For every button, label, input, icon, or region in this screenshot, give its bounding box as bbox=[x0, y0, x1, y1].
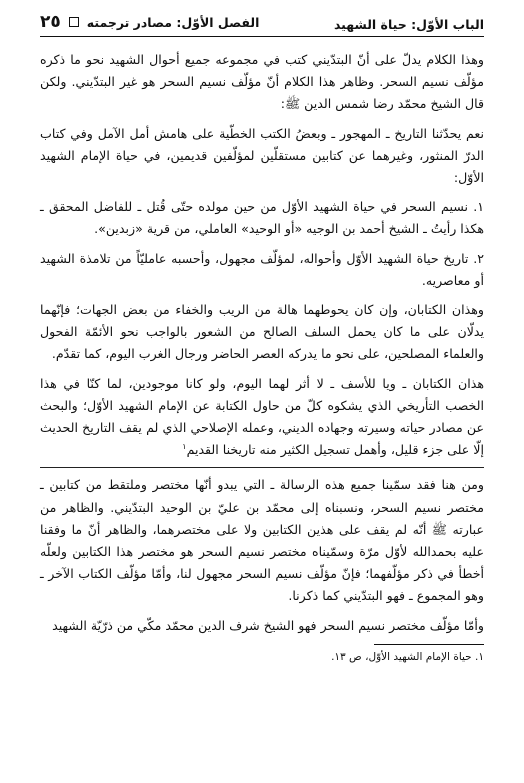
quotation-paragraph-footnoted bbox=[40, 373, 484, 462]
header-chapter-title: الباب الأوّل: حياة الشهيد bbox=[333, 17, 484, 32]
page-number: ٢٥ bbox=[40, 12, 61, 32]
quotation-paragraph: نعم يحدّثنا التاريخ ـ المهجور ـ وبعضُ الكتب الخطّية على هامش أمل الآمل وفي كتاب الدرّ المنثور، وغيرهما عن كتابين مستقلّين لمؤلّفين قديمين، في حياة الإمام الشهيد الأوّل: bbox=[40, 125, 484, 186]
square-separator-icon bbox=[69, 17, 79, 27]
footnote-divider bbox=[374, 644, 484, 645]
paragraph-author: وأمّا مؤلّف مختصر نسيم السحر فهو الشيخ شرف الدين محمّد مكّي من ذرّيّة الشهيد bbox=[52, 617, 484, 633]
running-header bbox=[40, 12, 484, 37]
footnote-marker: ١ bbox=[182, 442, 187, 452]
header-section-group bbox=[40, 12, 259, 32]
paragraph-intro: وهذا الكلام يدلّ على أنّ البتدّيني كتب في مجموعه جميع أحوال الشهيد نحو ما ذكره مؤلّف نسيم السحر. وظاهر هذا الكلام أنّ مؤلّف نسيم السحر هو غير البتدّيني. ولكن قال الشيخ محمّد رضا شمس الدين ﷺ: bbox=[40, 52, 484, 112]
quotation-paragraph: وهذان الكتابان، وإن كان يحوطهما هالة من الريب والخفاء من بعض الجهات؛ فإنّهما يدلّان على ما كان يحمل السلف الصالح من الشعور بالواجب نحو الأئمّة الفحول والعلماء المصلحين، على نحو ما يدركه العصر الحاضر ورجال الغرب اليوم، كما تقدّم. bbox=[40, 302, 484, 362]
quotation-item-1: ١. نسيم السحر في حياة الشهيد الأوّل من حين مولده حتّى قُتل ـ للفاضل المحقق ـ هكذا رأيتُ ـ الشيخ أحمد بن الوجيه «أو الوحيد» العاملي، من قرية «زبدين». bbox=[40, 199, 484, 237]
header-section-title: الفصل الأوّل: مصادر ترجمته bbox=[86, 14, 260, 30]
quotation-text: هذان الكتابان ـ ويا للأسف ـ لا أثر لهما اليوم، ولو كانا موجودين، لما كنّا في هذا الخصب التأريخي الذي يشكوه كلّ من حاول الكتابة عن الإمام الشهيد الأوّل؛ والبحث عن مصادر حياته وسيرته وجهاده الديني، وعمله الإصلاحي الذي لم يقف التاريخ الحديث إلّا على جزء قليل، وأهمل تسجيل الكثير منه تاريخنا القديم bbox=[40, 375, 484, 458]
paragraph-conclusion: ومن هنا فقد سمّينا جميع هذه الرسالة ـ التي يبدو أنّها مختصر وملتقط من كتابين ـ مختصر نسيم السحر، ونسبناه إلى محمّد بن عليّ بن الوحيد البتدّيني. والظاهر من عبارته ﷺ أنّه لم يقف على هذين الكتابين ولا على مختصرهما، والظاهر أنّ ما وفقنا عليه بحمدالله لأوّل مرّة وسمّيناه مختصر نسيم السحر هو مختصر هذا الكتابين ولعلّه أخطأ في ذكر مؤلّفهما؛ فإنّ مؤلّف نسيم السحر مجهول لنا، وأمّا مؤلّف الكتاب الآخر ـ وهو المجموع ـ فهو البتدّيني كما ذكرنا. bbox=[40, 477, 484, 604]
quotation-block bbox=[40, 123, 484, 469]
quotation-item-2: ٢. تاريخ حياة الشهيد الأوّل وأحواله، لمؤلّف مجهول، وأحسبه عامليّاً من تلامذة الشهيد أو معاصريه. bbox=[40, 250, 484, 288]
footnote: ١. حياة الإمام الشهيد الأوّل، ص ١٣. bbox=[331, 650, 484, 663]
page-body bbox=[40, 49, 484, 665]
